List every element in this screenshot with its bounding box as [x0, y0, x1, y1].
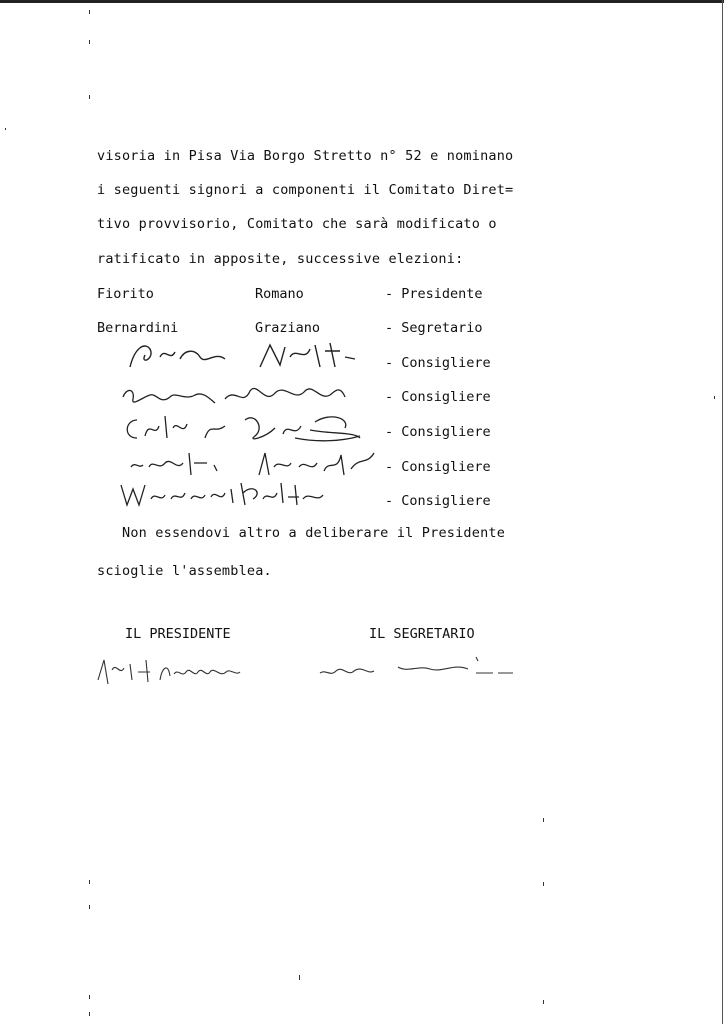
- scan-speck: [543, 882, 544, 886]
- secretary-label: IL SEGRETARIO: [369, 626, 475, 642]
- member-surname: Bernardini: [97, 320, 179, 336]
- committee-row-councillor: [97, 424, 537, 444]
- scan-speck: [89, 995, 90, 999]
- committee-row-councillor: [97, 389, 537, 409]
- president-label: IL PRESIDENTE: [125, 626, 231, 642]
- paragraph-line: ratificato in apposite, successive elezioni:: [97, 251, 464, 267]
- member-role: - Consigliere: [385, 459, 491, 475]
- secretary-signature: [318, 655, 518, 685]
- member-role: - Consigliere: [385, 493, 491, 509]
- scan-speck: [299, 975, 300, 980]
- member-role: - Consigliere: [385, 389, 491, 405]
- scan-speck: [89, 40, 90, 44]
- paragraph-line: visoria in Pisa Via Borgo Stretto n° 52 e nominano: [97, 148, 514, 164]
- committee-row-councillor: [97, 355, 537, 375]
- member-role: - Presidente: [385, 286, 483, 302]
- scan-speck: [543, 818, 544, 822]
- closing-line: Non essendovi altro a deliberare il Presidente: [122, 525, 506, 541]
- scan-speck: [543, 1000, 544, 1004]
- paragraph-line: tivo provvisorio, Comitato che sarà modificato o: [97, 216, 497, 232]
- member-role: - Consigliere: [385, 424, 491, 440]
- member-surname: Fiorito: [97, 286, 154, 302]
- scan-speck: [714, 396, 715, 399]
- scan-speck: [89, 880, 90, 884]
- scan-right-edge: [722, 0, 723, 1024]
- paragraph-line: i seguenti signori a componenti il Comitato Diret=: [97, 182, 514, 198]
- member-role: - Segretario: [385, 320, 483, 336]
- president-signature: [90, 650, 250, 690]
- member-role: - Consigliere: [385, 355, 491, 371]
- member-name: Romano: [255, 286, 304, 302]
- handwritten-signature: [115, 408, 385, 444]
- scan-speck: [89, 1012, 90, 1016]
- committee-row-councillor: [97, 493, 537, 513]
- scan-speck: [89, 905, 90, 909]
- scan-speck: [89, 95, 90, 99]
- committee-row-president: [97, 286, 537, 306]
- member-name: Graziano: [255, 320, 321, 336]
- scan-speck: [5, 128, 6, 130]
- scan-top-edge: [0, 0, 724, 3]
- scan-speck: [89, 10, 90, 14]
- handwritten-signature: [113, 475, 333, 511]
- handwritten-signature: [115, 337, 365, 373]
- closing-line: scioglie l'assemblea.: [97, 563, 272, 579]
